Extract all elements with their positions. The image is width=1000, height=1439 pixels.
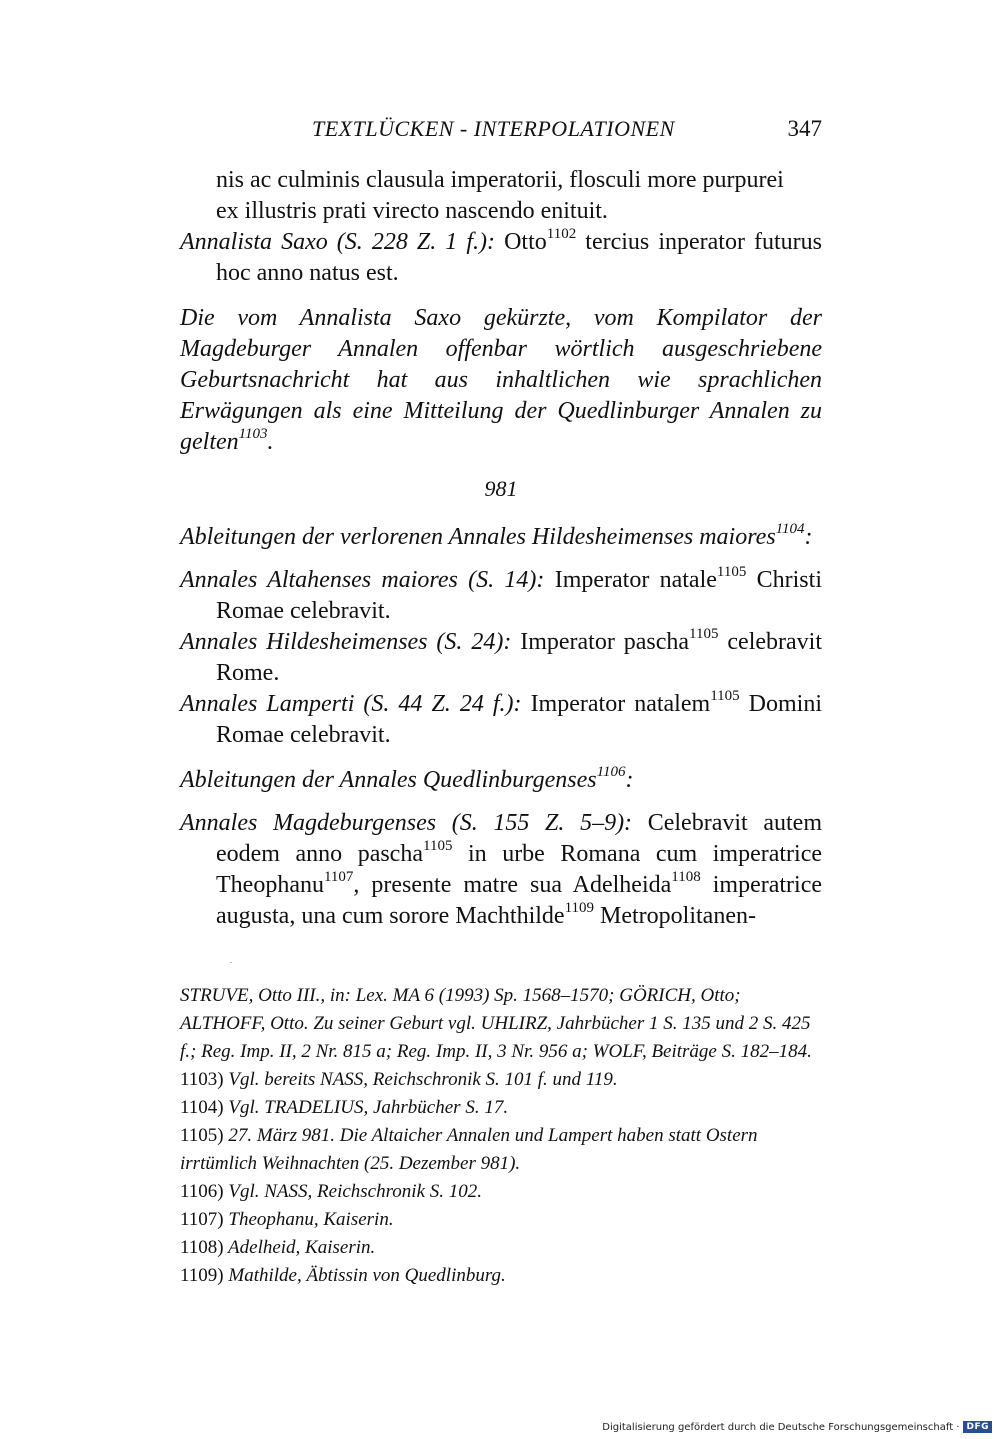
entry-text: Imperator natale	[544, 567, 717, 593]
section-heading-end: :	[625, 767, 634, 793]
list-item	[180, 689, 822, 751]
section-heading	[180, 522, 822, 553]
running-head-title: TEXTLÜCKEN - INTERPOLATIONEN	[312, 116, 675, 141]
entry-text: tercius inperator futurus hoc anno natus est.	[216, 229, 822, 286]
section-heading-text: Ableitungen der Annales Quedlinburgenses	[180, 767, 597, 793]
entry-text: Domini Romae celebravit.	[216, 691, 823, 748]
footnote-ref[interactable]: 1108	[671, 869, 701, 885]
footnote-number: 1104)	[180, 1097, 224, 1118]
continuation-line-1: nis ac culminis clausula imperatorii, flosculi more purpurei	[216, 167, 784, 193]
footnote-number: 1103)	[180, 1069, 224, 1090]
magdeburg-entry	[180, 808, 822, 932]
section-heading-text: Ableitungen der verlorenen Annales Hildesheimenses maiores	[180, 524, 776, 550]
entry-text: Imperator pascha	[511, 629, 690, 655]
footnote-text: Theophanu, Kaiserin.	[223, 1209, 394, 1230]
footnote	[180, 1262, 822, 1290]
commentary-paragraph	[180, 303, 822, 458]
footnote-ref[interactable]: 1105	[423, 838, 453, 854]
footnote-ref[interactable]: 1109	[564, 900, 595, 916]
footnote	[180, 1066, 822, 1094]
continuation-line	[180, 165, 822, 227]
year-section	[180, 522, 822, 932]
footnote-ref[interactable]: 1104	[775, 521, 805, 537]
footnote-number: 1106)	[180, 1181, 224, 1202]
footnote-text: Adelheid, Kaiserin.	[223, 1237, 376, 1258]
footnote-ref[interactable]: 1102	[546, 226, 577, 242]
year-heading: 981	[484, 476, 518, 501]
list-item	[180, 627, 822, 689]
footnote	[180, 1122, 822, 1178]
entry-text: , presente matre sua Adelheida	[353, 872, 672, 898]
main-text	[180, 165, 822, 458]
entry-text: Celebravit autem eodem anno pascha	[216, 810, 822, 867]
source-citation: Annales Magdeburgenses (S. 155 Z. 5–9):	[180, 810, 633, 836]
footnote-number: 1105)	[180, 1125, 224, 1146]
digitization-notice	[602, 1421, 992, 1433]
footnote-text: 27. März 981. Die Altaicher Annalen und Lampert haben statt Ostern irrtümlich Weihnachten (25. Dezember 981).	[180, 1125, 758, 1174]
entry-text: imperatrice augusta, una cum sorore Machthilde	[216, 872, 822, 929]
section-heading	[180, 765, 822, 796]
source-citation: Annales Lamperti (S. 44 Z. 24 f.):	[180, 691, 522, 717]
list-item	[180, 565, 822, 627]
entry-text: in urbe Romana cum imperatrice Theophanu	[216, 841, 822, 898]
footnote	[180, 1206, 822, 1234]
footnote-ref[interactable]: 1105	[689, 626, 719, 642]
footnotes	[180, 982, 822, 1290]
entry-text: celebravit Rome.	[216, 629, 823, 686]
section-heading-end: :	[804, 524, 813, 550]
footnote-ref[interactable]: 1105	[716, 564, 747, 580]
running-head	[180, 112, 822, 148]
source-citation: Annalista Saxo (S. 228 Z. 1 f.):	[180, 229, 496, 255]
source-citation: Annales Altahenses maiores (S. 14):	[180, 567, 545, 593]
footnote-text: Vgl. TRADELIUS, Jahrbücher S. 17.	[223, 1097, 509, 1118]
footnote-number: 1109)	[180, 1265, 224, 1286]
commentary-text: Die vom Annalista Saxo gekürzte, vom Kompilator der Magdeburger Annalen offenbar wörtlich ausgeschriebene Geburtsnachricht hat aus inhaltlichen wie sprachlichen Erwägungen als eine Mitteilung der Quedlinburger Annalen zu gelten	[180, 305, 822, 455]
footnote	[180, 1234, 822, 1262]
footnote-ref[interactable]: 1105	[710, 688, 740, 704]
continuation-line-2: ex illustris prati virecto nascendo enituit.	[216, 198, 608, 224]
entry-text: Metropolitanen-	[594, 903, 756, 929]
footnote-ref[interactable]: 1106	[596, 764, 626, 780]
source-citation: Annales Hildesheimenses (S. 24):	[180, 629, 512, 655]
footnote-text: Mathilde, Äbtissin von Quedlinburg.	[223, 1265, 506, 1286]
footnote-number: 1108)	[180, 1237, 224, 1258]
annalista-entry	[180, 227, 822, 289]
footnote-divider	[230, 962, 232, 963]
commentary-end: .	[267, 429, 274, 455]
page-number: 347	[787, 116, 822, 141]
footnote-text: Vgl. bereits NASS, Reichschronik S. 101 f. und 119.	[223, 1069, 618, 1090]
footnote-text: Vgl. NASS, Reichschronik S. 102.	[223, 1181, 483, 1202]
footnote-carryover: STRUVE, Otto III., in: Lex. MA 6 (1993) Sp. 1568–1570; GÖRICH, Otto; ALTHOFF, Otto. Zu seiner Geburt vgl. UHLIRZ, Jahrbücher 1 S. 135 und 2 S. 425 f.; Reg. Imp. II, 2 Nr. 815 a; Reg. Imp. II, 3 Nr. 956 a; WOLF, Beiträge S. 182–184.	[180, 985, 812, 1062]
footnote-ref[interactable]: 1107	[323, 869, 354, 885]
footnote	[180, 1094, 822, 1122]
footnote-ref[interactable]: 1103	[238, 426, 268, 442]
entry-text: Otto	[495, 229, 547, 255]
entry-text: Christi Romae celebravit.	[216, 567, 822, 624]
footnote	[180, 1178, 822, 1206]
dfg-logo: DFG	[963, 1421, 992, 1433]
digitization-text: Digitalisierung gefördert durch die Deutsche Forschungsgemeinschaft ·	[602, 1421, 960, 1433]
entry-text: Imperator natalem	[521, 691, 711, 717]
footnote-number: 1107)	[180, 1209, 224, 1230]
